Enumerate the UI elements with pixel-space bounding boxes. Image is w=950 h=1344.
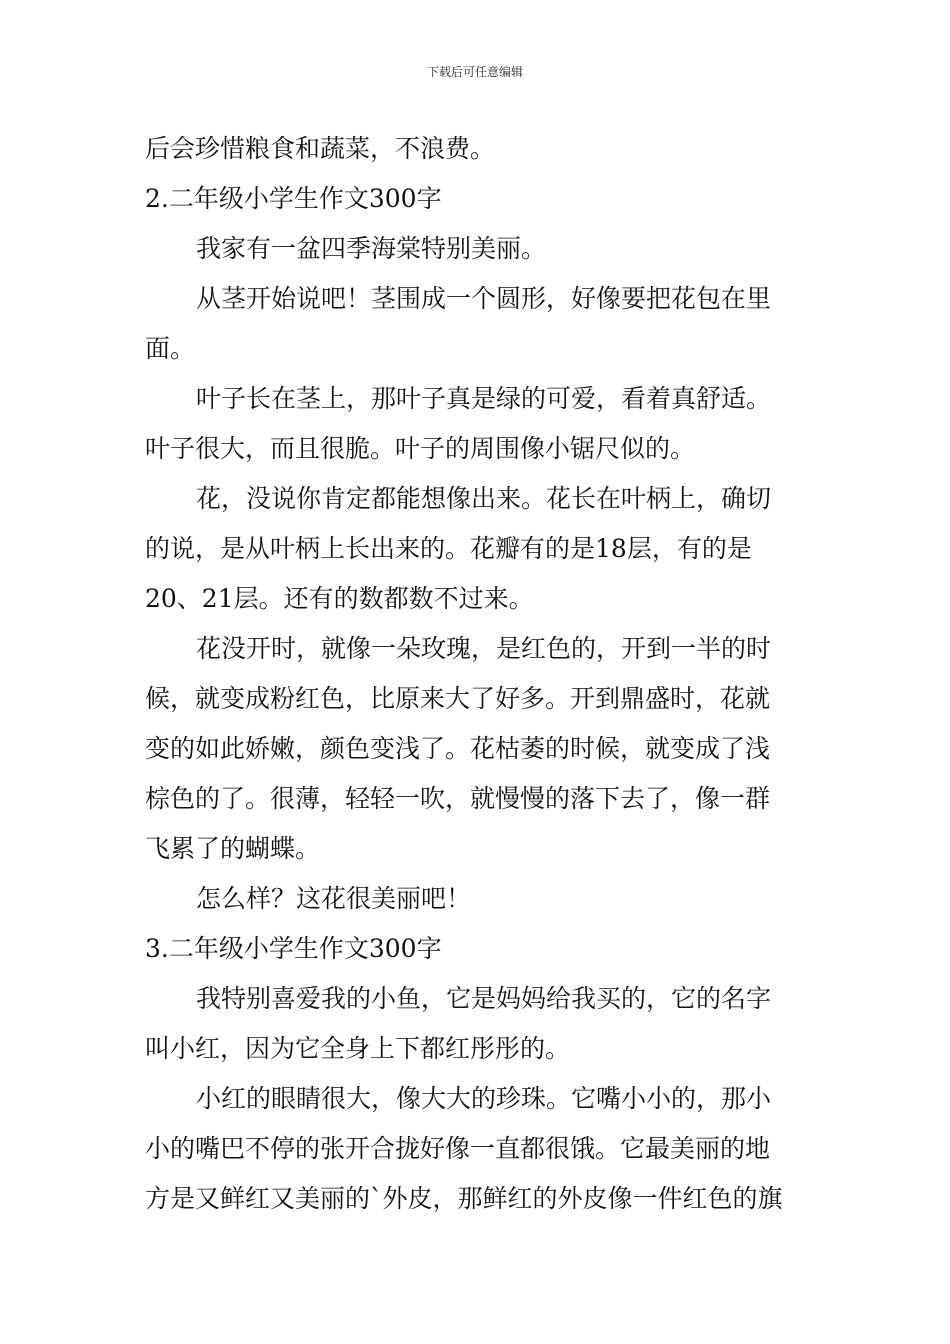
text-line: 面。	[145, 334, 196, 363]
text-line: 方是又鲜红又美丽的`外皮，那鲜红的外皮像一件红色的旗	[145, 1184, 783, 1213]
paragraph-start-line: 怎么样？这花很美丽吧！	[196, 884, 472, 913]
text-line: 小的嘴巴不停的张开合拢好像一直都很饿。它最美丽的地	[145, 1134, 771, 1163]
essay-body	[145, 124, 810, 1224]
text-line: 后会珍惜粮食和蔬菜，不浪费。	[145, 134, 496, 163]
paragraph-start-line: 花没开时，就像一朵玫瑰，是红色的，开到一半的时	[196, 634, 772, 663]
paragraph-start-line: 从茎开始说吧！茎围成一个圆形，好像要把花包在里	[196, 284, 772, 313]
text-line: 的说，是从叶柄上长出来的。花瓣有的是18层，有的是	[145, 534, 752, 563]
section-heading: 2.二年级小学生作文300字	[145, 184, 442, 213]
paragraph-start-line: 小红的眼睛很大，像大大的珍珠。它嘴小小的，那小	[196, 1084, 772, 1113]
text-line: 棕色的了。很薄，轻轻一吹，就慢慢的落下去了，像一群	[145, 784, 771, 813]
text-line: 变的如此娇嫩，颜色变浅了。花枯萎的时候，就变成了浅	[145, 734, 771, 763]
page-header-note: 下载后可任意编辑	[426, 65, 523, 79]
text-line: 叫小红，因为它全身上下都红彤彤的。	[145, 1034, 571, 1063]
paragraph-start-line: 我特别喜爱我的小鱼，它是妈妈给我买的，它的名字	[196, 984, 772, 1013]
text-line: 叶子很大，而且很脆。叶子的周围像小锯尺似的。	[145, 434, 696, 463]
text-line: 候，就变成粉红色，比原来大了好多。开到鼎盛时，花就	[145, 684, 771, 713]
paragraph-start-line: 我家有一盆四季海棠特别美丽。	[196, 234, 547, 263]
paragraph-start-line: 花，没说你肯定都能想像出来。花长在叶柄上，确切	[196, 484, 772, 513]
section-heading: 3.二年级小学生作文300字	[145, 934, 442, 963]
text-line: 飞累了的蝴蝶。	[145, 834, 321, 863]
paragraph-start-line: 叶子长在茎上，那叶子真是绿的可爱，看着真舒适。	[196, 384, 772, 413]
text-line: 20、21层。还有的数都数不过来。	[145, 584, 534, 613]
